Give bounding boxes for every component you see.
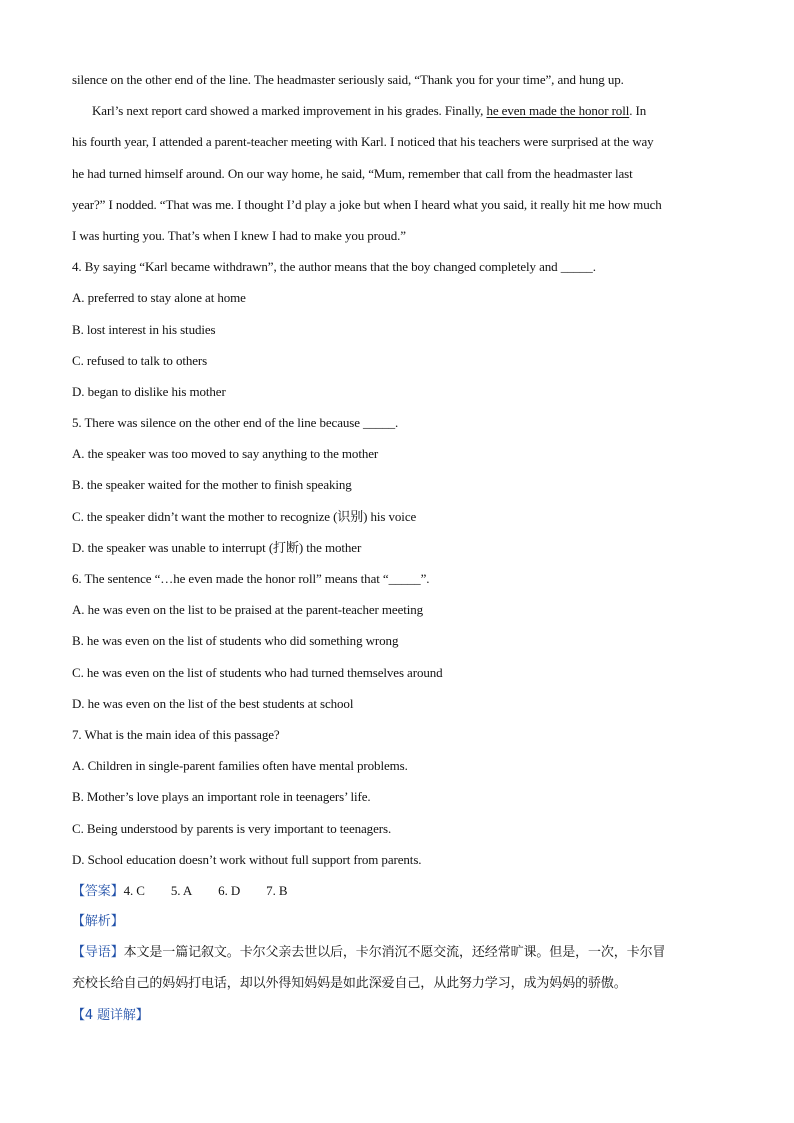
question-7-option-b: B. Mother’s love plays an important role in teenagers’ life. — [72, 789, 371, 805]
answer-item-6: 6. D — [218, 882, 241, 898]
answer-item-4: 4. C — [123, 882, 145, 898]
detail-label — [72, 1000, 722, 1031]
passage-line-2 — [72, 95, 722, 126]
guide-text-1: 本文是一篇记叙文。卡尔父亲去世以后，卡尔消沉不愿交流，还经常旷课。但是，一次，卡尔冒 — [123, 945, 666, 961]
passage-line-4: he had turned himself around. On our way home, he said, “Mum, remember that call from the headmaster last — [72, 165, 633, 181]
answer-line — [72, 875, 722, 906]
question-7-option-d: D. School education doesn’t work without full support from parents. — [72, 851, 422, 867]
passage-line-3: his fourth year, I attended a parent-teacher meeting with Karl. I noticed that his teachers were surprised at the way — [72, 134, 654, 150]
question-4-option-d: D. began to dislike his mother — [72, 383, 226, 399]
passage-line-1: silence on the other end of the line. The headmaster seriously said, “Thank you for your time”, and hung up. — [72, 72, 624, 87]
passage-line-5: year?” I nodded. “That was me. I thought I’d play a joke but when I heard what you said, it really hit me how much — [72, 196, 662, 212]
honor-roll-underlined-text: he even made the honor roll — [486, 103, 630, 119]
question-4-stem: 4. By saying “Karl became withdrawn”, the author means that the boy changed completely and _____. — [72, 259, 596, 275]
answer-item-7: 7. B — [266, 882, 288, 898]
question-6-option-a: A. he was even on the list to be praised at the parent-teacher meeting — [72, 602, 424, 618]
question-6-option-c: C. he was even on the list of students who had turned themselves around — [72, 664, 443, 680]
guide-line-1 — [72, 937, 722, 968]
question-7-option-c: C. Being understood by parents is very important to teenagers. — [72, 820, 392, 836]
question-6-stem: 6. The sentence “…he even made the honor roll” means that “_____”. — [72, 571, 430, 586]
analysis-label — [72, 906, 722, 937]
answer-item-5: 5. A — [170, 882, 193, 898]
detail-label-text: 【4 题详解】 — [72, 1007, 149, 1023]
question-5-option-c: C. the speaker didn’t want the mother to recognize (识别) his voice — [72, 508, 417, 524]
question-5-stem: 5. There was silence on the other end of the line because _____. — [72, 415, 399, 431]
guide-label: 【导语】 — [72, 945, 124, 961]
question-5-option-d: D. the speaker was unable to interrupt (打断) the mother — [72, 539, 362, 555]
question-4-option-b: B. lost interest in his studies — [72, 321, 216, 337]
question-7-option-a: A. Children in single-parent families often have mental problems. — [72, 758, 408, 774]
question-5-option-b: B. the speaker waited for the mother to finish speaking — [72, 477, 352, 493]
document-page — [72, 64, 722, 1031]
question-6-option-d: D. he was even on the list of the best students at school — [72, 695, 354, 711]
passage-line-2-post: . In — [629, 103, 647, 119]
passage-line-2-pre: Karl’s next report card showed a marked improvement in his grades. Finally, — [92, 103, 487, 119]
question-4-option-c: C. refused to talk to others — [72, 352, 208, 368]
analysis-label-text: 【解析】 — [72, 914, 124, 930]
guide-line-2: 充校长给自己的妈妈打电话，却以外得知妈妈是如此深爱自己，从此努力学习，成为妈妈的骄傲。 — [72, 976, 627, 992]
question-7-stem: 7. What is the main idea of this passage? — [72, 726, 280, 742]
passage-line-6: I was hurting you. That’s when I knew I had to make you proud.” — [72, 227, 406, 243]
question-4-option-a: A. preferred to stay alone at home — [72, 290, 246, 306]
answer-label: 【答案】 — [72, 883, 124, 899]
question-5-option-a: A. the speaker was too moved to say anything to the mother — [72, 446, 379, 462]
question-6-option-b: B. he was even on the list of students who did something wrong — [72, 633, 399, 649]
